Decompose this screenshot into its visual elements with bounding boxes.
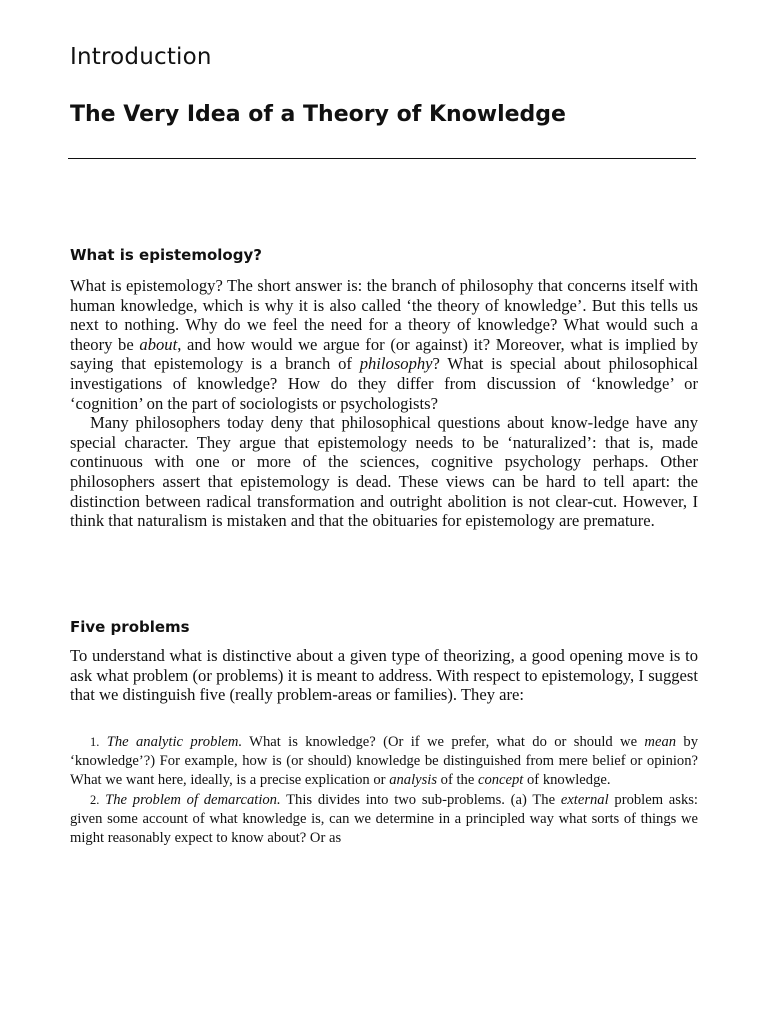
text-run: problem asks: given some account of what knowledge is, can we determine in a principled way what sorts of things we might reasonably expect to know about? Or as <box>70 791 698 847</box>
emphasis-concept: concept <box>477 772 524 789</box>
section-1-body <box>70 276 698 531</box>
text-run: This divides into two sub-problems. (a) The <box>280 791 561 808</box>
section-heading-five-problems: Five problems <box>70 618 190 636</box>
emphasis-mean: mean <box>644 734 677 750</box>
text-run: ? What is special about philosophical investigations of knowledge? How do they differ from discussion of ‘knowledge’ or ‘cognition’ on the part of sociologists or psychologists? <box>70 354 699 413</box>
list-item-number: 1. <box>90 735 100 749</box>
problems-list <box>70 733 698 848</box>
title-rule <box>68 158 696 159</box>
list-item-title: The analytic problem. <box>106 734 243 750</box>
emphasis-about: about <box>139 334 178 354</box>
emphasis-philosophy: philosophy <box>359 354 433 374</box>
emphasis-analysis: analysis <box>389 772 438 789</box>
list-item-demarcation-problem <box>70 791 698 849</box>
text-run: What is epistemology? The short answer is: the branch of philosophy that concerns itself with human knowledge, which is why it is also called ‘the theory of knowledge’. But this tells us next to nothing. Why do we feel the need for a theory of knowledge? What would such a theory be <box>70 276 698 354</box>
text-run: , and how would we argue for (or against) it? Moreover, what is implied by saying that epistemology is a branch of <box>70 334 699 374</box>
section-heading-what-is-epistemology: What is epistemology? <box>70 246 262 264</box>
paragraph-1 <box>70 276 698 413</box>
paragraph-3: To understand what is distinctive about a given type of theorizing, a good opening move is to ask what problem (or problems) it is meant to address. With respect to epistemology, I suggest that we distinguish five (really problem-areas or families). They are: <box>70 646 698 705</box>
paragraph-2: Many philosophers today deny that philosophical questions about know-ledge have any special character. They argue that epistemology needs to be ‘naturalized’: that is, made continuous with one or more of the sciences, cognitive psychology perhaps. Other philosophers assert that epistemology is dead. These views can be hard to tell apart: the distinction between radical transformation and outright abolition is not clear-cut. However, I think that naturalism is mistaken and that the obituaries for epistemology are premature. <box>70 413 698 531</box>
list-item-number: 2. <box>90 792 100 807</box>
text-run: What is knowledge? (Or if we prefer, what do or should we <box>242 734 645 750</box>
section-2-intro <box>70 646 698 705</box>
emphasis-external: external <box>560 791 609 808</box>
list-item-analytic-problem <box>70 733 698 791</box>
page <box>70 0 698 1024</box>
text-run: of knowledge. <box>523 772 611 789</box>
list-item-title: The problem of demarcation. <box>105 791 281 808</box>
text-run: of the <box>437 772 478 789</box>
text-run: by ‘knowledge’?) For example, how is (or should) knowledge be distinguished from mere belief or opinion? What we want here, ideally, is a precise explication or <box>70 734 698 789</box>
chapter-label: Introduction <box>70 44 212 70</box>
chapter-title: The Very Idea of a Theory of Knowledge <box>70 102 566 127</box>
